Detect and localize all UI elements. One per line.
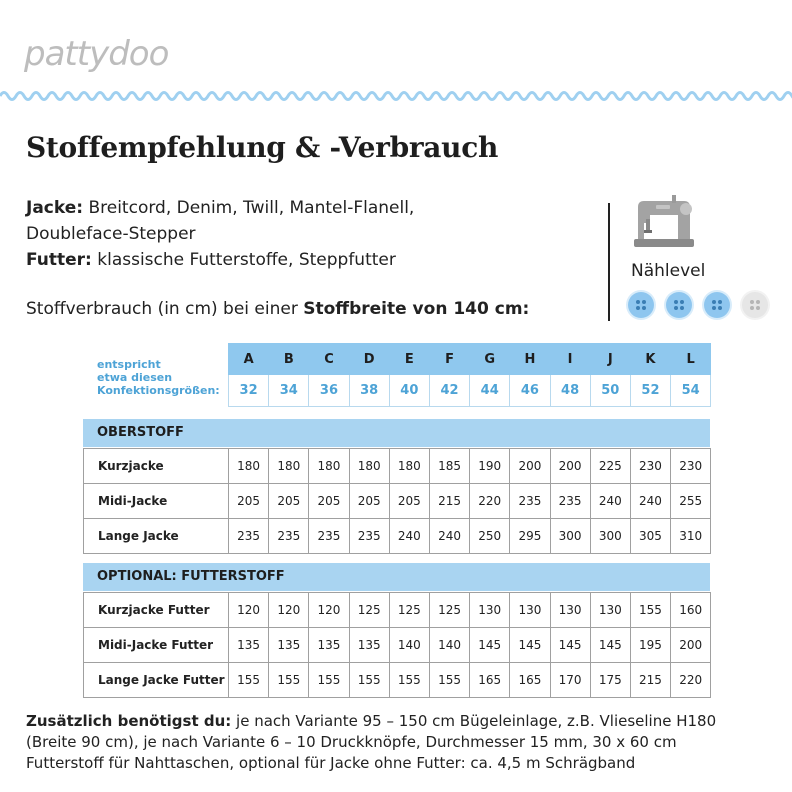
table-row (84, 519, 711, 554)
size-number: 42 (429, 375, 469, 407)
size-number: 46 (510, 375, 550, 407)
table-cell: 200 (550, 449, 590, 484)
table-cell: 135 (349, 628, 389, 663)
table-cell: 135 (269, 628, 309, 663)
size-letter: G (470, 344, 510, 375)
size-number: 50 (590, 375, 630, 407)
table-cell: 235 (269, 519, 309, 554)
table-cell: 180 (309, 449, 349, 484)
button-level-icon (704, 292, 730, 318)
table-cell: 120 (309, 593, 349, 628)
row-label: Kurzjacke (84, 449, 229, 484)
footer-line-3: Futterstoff für Nahttaschen, optional für Jacke ohne Futter: ca. 4,5 m Schrägband (26, 754, 636, 772)
table-cell: 125 (389, 593, 429, 628)
size-letter: K (630, 344, 670, 375)
table-cell: 235 (550, 484, 590, 519)
button-level-icon (628, 292, 654, 318)
size-letter: I (550, 344, 590, 375)
table-cell: 155 (429, 663, 469, 698)
table-cell: 195 (630, 628, 670, 663)
table-cell: 140 (429, 628, 469, 663)
table-cell: 145 (590, 628, 630, 663)
size-letter: B (269, 344, 309, 375)
table-cell: 250 (470, 519, 510, 554)
size-letter: C (309, 344, 349, 375)
consumption-heading (26, 299, 529, 319)
size-number: 34 (269, 375, 309, 407)
table-cell: 130 (510, 593, 550, 628)
button-level-icon (666, 292, 692, 318)
page-title: Stoffempfehlung & -Verbrauch (26, 131, 499, 164)
sewing-level-rating (628, 292, 768, 318)
consumption-width: Stoffbreite von 140 cm: (303, 299, 530, 319)
table-cell: 130 (470, 593, 510, 628)
wave-divider (0, 86, 792, 106)
table-cell: 145 (510, 628, 550, 663)
divider-line (608, 203, 610, 321)
fabric-recommendation (26, 195, 414, 273)
table-cell: 135 (229, 628, 269, 663)
table-cell: 240 (630, 484, 670, 519)
size-number: 52 (630, 375, 670, 407)
size-note-line: etwa diesen (97, 371, 173, 384)
table-cell: 145 (550, 628, 590, 663)
table-cell: 130 (550, 593, 590, 628)
table-cell: 155 (349, 663, 389, 698)
futter-text: klassische Futterstoffe, Steppfutter (97, 250, 396, 270)
sewing-machine-icon (628, 193, 698, 251)
table-row (84, 663, 711, 698)
table-cell: 155 (229, 663, 269, 698)
footer-line-2: (Breite 90 cm), je nach Variante 6 – 10 Druckknöpfe, Durchmesser 15 mm, 30 x 60 cm (26, 733, 677, 751)
table-cell: 145 (470, 628, 510, 663)
table-cell: 310 (671, 519, 711, 554)
table-cell: 180 (229, 449, 269, 484)
table-cell: 300 (590, 519, 630, 554)
size-letter: F (429, 344, 469, 375)
table-cell: 230 (630, 449, 670, 484)
row-label: Midi-Jacke Futter (84, 628, 229, 663)
section-oberstoff: OBERSTOFF (83, 419, 710, 447)
table-cell: 240 (389, 519, 429, 554)
table-cell: 235 (510, 484, 550, 519)
table-cell: 125 (349, 593, 389, 628)
size-letter: D (349, 344, 389, 375)
table-cell: 175 (590, 663, 630, 698)
table-cell: 220 (671, 663, 711, 698)
table-cell: 200 (510, 449, 550, 484)
size-letter: E (389, 344, 429, 375)
size-letter: J (590, 344, 630, 375)
table-cell: 215 (429, 484, 469, 519)
table-cell: 225 (590, 449, 630, 484)
futterstoff-table (83, 592, 711, 698)
table-cell: 205 (389, 484, 429, 519)
table-cell: 165 (470, 663, 510, 698)
table-cell: 300 (550, 519, 590, 554)
table-cell: 155 (630, 593, 670, 628)
size-number-row (229, 375, 711, 407)
table-cell: 170 (550, 663, 590, 698)
jacke-label: Jacke: (26, 198, 84, 218)
size-note (97, 358, 220, 397)
size-letter: L (671, 344, 711, 375)
consumption-prefix: Stoffverbrauch (in cm) bei einer (26, 299, 298, 319)
row-label: Kurzjacke Futter (84, 593, 229, 628)
table-cell: 205 (349, 484, 389, 519)
additional-materials (26, 711, 786, 774)
table-cell: 125 (429, 593, 469, 628)
table-cell: 200 (671, 628, 711, 663)
table-cell: 180 (389, 449, 429, 484)
size-number: 44 (470, 375, 510, 407)
size-note-line: Konfektionsgrößen: (97, 384, 220, 397)
table-cell: 130 (590, 593, 630, 628)
table-row (84, 484, 711, 519)
size-number: 32 (229, 375, 269, 407)
table-cell: 165 (510, 663, 550, 698)
table-cell: 305 (630, 519, 670, 554)
size-letter: A (229, 344, 269, 375)
table-cell: 230 (671, 449, 711, 484)
button-level-icon (742, 292, 768, 318)
size-number: 36 (309, 375, 349, 407)
table-cell: 185 (429, 449, 469, 484)
size-number: 38 (349, 375, 389, 407)
table-cell: 240 (590, 484, 630, 519)
table-cell: 235 (349, 519, 389, 554)
size-letter: H (510, 344, 550, 375)
jacke-text-1: Breitcord, Denim, Twill, Mantel-Flanell, (88, 198, 415, 218)
row-label: Midi-Jacke (84, 484, 229, 519)
size-header-table (228, 343, 711, 407)
table-row (84, 593, 711, 628)
row-label: Lange Jacke (84, 519, 229, 554)
futter-label: Futter: (26, 250, 92, 270)
size-number: 48 (550, 375, 590, 407)
footer-line-1: je nach Variante 95 – 150 cm Bügeleinlage, z.B. Vlieseline H180 (236, 712, 717, 730)
table-cell: 295 (510, 519, 550, 554)
table-cell: 160 (671, 593, 711, 628)
table-cell: 240 (429, 519, 469, 554)
table-cell: 180 (269, 449, 309, 484)
size-letter-row (229, 344, 711, 375)
jacke-text-2: Doubleface-Stepper (26, 224, 196, 244)
table-cell: 120 (269, 593, 309, 628)
table-cell: 205 (269, 484, 309, 519)
table-cell: 120 (229, 593, 269, 628)
size-note-line: entspricht (97, 358, 161, 371)
row-label: Lange Jacke Futter (84, 663, 229, 698)
table-cell: 190 (470, 449, 510, 484)
table-cell: 155 (269, 663, 309, 698)
table-cell: 180 (349, 449, 389, 484)
table-cell: 235 (229, 519, 269, 554)
table-cell: 215 (630, 663, 670, 698)
size-number: 40 (389, 375, 429, 407)
table-row (84, 628, 711, 663)
sewing-level-label: Nählevel (631, 261, 706, 281)
footer-bold: Zusätzlich benötigst du: (26, 712, 232, 730)
section-futterstoff: OPTIONAL: FUTTERSTOFF (83, 563, 710, 591)
table-cell: 205 (229, 484, 269, 519)
table-cell: 220 (470, 484, 510, 519)
table-cell: 155 (309, 663, 349, 698)
size-number: 54 (671, 375, 711, 407)
brand-logo: pattydoo (24, 34, 169, 74)
table-cell: 135 (309, 628, 349, 663)
oberstoff-table (83, 448, 711, 554)
table-cell: 235 (309, 519, 349, 554)
table-cell: 205 (309, 484, 349, 519)
table-cell: 155 (389, 663, 429, 698)
table-cell: 255 (671, 484, 711, 519)
table-cell: 140 (389, 628, 429, 663)
table-row (84, 449, 711, 484)
